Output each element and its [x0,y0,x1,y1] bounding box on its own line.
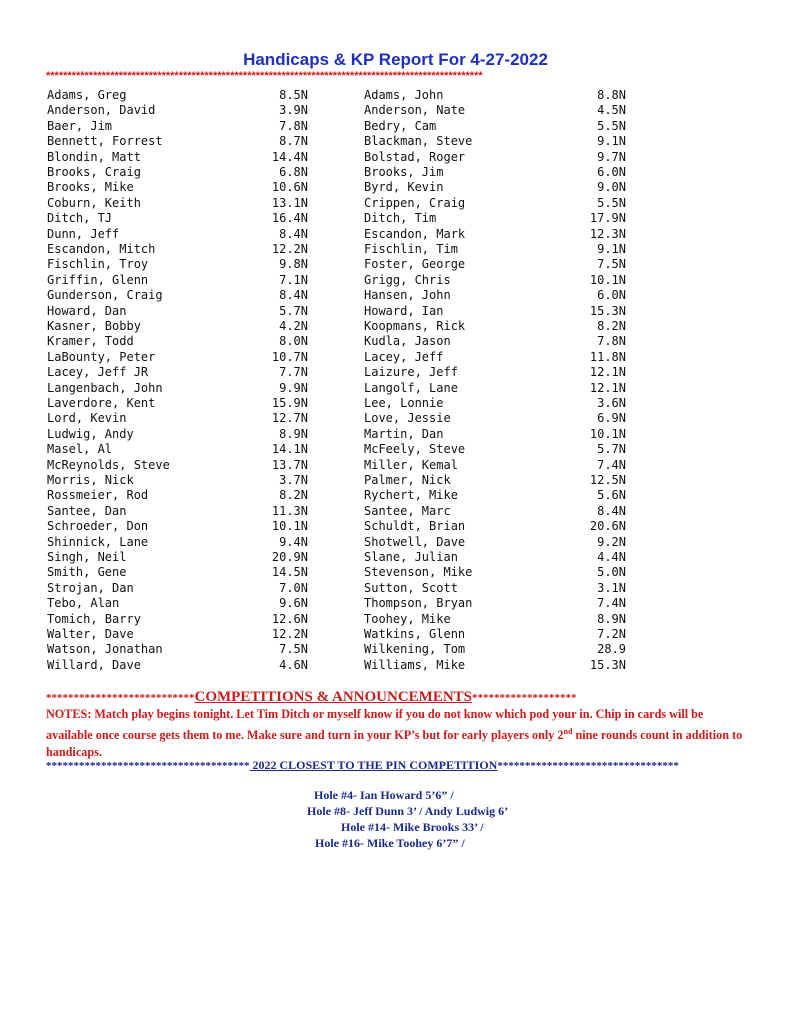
player-name: Ditch, Tim [364,211,437,226]
player-handicap: 8.0N [279,334,308,349]
player-handicap: 8.8N [597,88,626,102]
player-name: Lacey, Jeff JR [47,365,149,380]
player-handicap: 16.4N [271,211,308,226]
player-name: Laizure, Jeff [364,365,458,380]
player-name: Griffin, Glenn [47,272,149,287]
roster-row [0,658,791,673]
player-handicap: 9.2N [597,534,626,549]
player-name: Crippen, Craig [364,195,466,210]
player-name: Santee, Dan [47,503,127,518]
roster-row [0,473,791,488]
player-handicap: 7.5N [597,257,626,272]
player-name: Grigg, Chris [364,272,451,287]
player-name: Hansen, John [364,288,451,303]
player-name: Kramer, Todd [47,334,134,349]
player-name: Langolf, Lane [364,380,458,395]
player-name: Santee, Marc [364,503,451,518]
player-handicap: 11.3N [271,503,308,518]
player-handicap: 6.8N [279,165,308,179]
player-name: Dunn, Jeff [47,226,120,241]
notes-text-end: nine rounds count in addition to handicaps. [46,728,743,760]
player-name: Sutton, Scott [364,580,458,595]
roster-row [0,427,791,442]
player-handicap: 7.2N [597,627,626,641]
kp-hole-14: Hole #14- Mike Brooks 33’ / [341,820,484,834]
notes-superscript: nd [563,727,573,736]
player-name: Strojan, Dan [47,580,134,595]
roster-row [0,581,791,596]
player-handicap: 10.7N [271,349,308,364]
roster-row [0,211,791,226]
competitions-title: COMPETITIONS & ANNOUNCEMENTS [194,689,473,705]
player-name: Fischlin, Troy [47,257,149,272]
player-handicap: 8.4N [597,503,626,518]
player-name: Lacey, Jeff [364,349,444,364]
player-handicap: 8.2N [279,488,308,503]
player-handicap: 9.7N [597,149,626,164]
player-name: Brooks, Jim [364,165,444,179]
player-name: Escandon, Mark [364,226,466,241]
player-name: Escandon, Mitch [47,242,156,256]
player-handicap: 14.4N [271,149,308,164]
roster-row [0,165,791,180]
player-name: Shinnick, Lane [47,534,149,549]
player-handicap: 9.1N [597,242,626,256]
roster-row [0,257,791,272]
notes-paragraph [46,706,746,761]
player-name: Masel, Al [47,442,113,457]
player-handicap: 3.9N [279,103,308,118]
player-name: Williams, Mike [364,657,466,672]
player-name: McFeely, Steve [364,442,466,457]
player-handicap: 7.1N [279,272,308,287]
player-handicap: 12.1N [589,365,626,380]
player-handicap: 14.5N [271,565,308,580]
player-name: Love, Jessie [364,411,451,426]
roster-row [0,242,791,257]
player-name: Kasner, Bobby [47,319,141,333]
player-handicap: 4.6N [279,657,308,672]
player-handicap: 10.1N [589,426,626,441]
player-name: Martin, Dan [364,426,444,441]
player-name: Kudla, Jason [364,334,451,349]
player-name: Brooks, Mike [47,180,134,195]
kp-hole-4: Hole #4- Ian Howard 5’6” / [314,788,454,802]
player-name: Ludwig, Andy [47,426,134,441]
player-handicap: 13.7N [271,457,308,472]
player-handicap: 9.0N [597,180,626,195]
player-name: Blondin, Matt [47,149,141,164]
roster-row [0,304,791,319]
player-handicap: 15.9N [271,396,308,410]
player-name: Byrd, Kevin [364,180,444,195]
player-name: Lee, Lonnie [364,396,444,410]
player-name: Morris, Nick [47,473,134,487]
player-handicap: 8.7N [279,134,308,149]
player-handicap: 8.5N [279,88,308,102]
player-handicap: 17.9N [589,211,626,226]
roster-row [0,180,791,195]
roster-row [0,565,791,580]
player-handicap: 12.3N [589,226,626,241]
player-handicap: 8.9N [597,611,626,626]
player-name: Stevenson, Mike [364,565,473,580]
roster-row [0,396,791,411]
roster-row [0,519,791,534]
player-name: Tomich, Barry [47,611,141,626]
player-handicap: 6.0N [597,165,626,179]
competitions-stars-right: ******************* [472,692,577,704]
competitions-stars-left: *************************** [46,692,195,704]
player-name: Tebo, Alan [47,596,120,611]
player-name: Miller, Kemal [364,457,458,472]
player-name: Howard, Ian [364,303,444,318]
player-handicap: 7.4N [597,457,626,472]
player-name: Foster, George [364,257,466,272]
player-handicap: 12.2N [271,242,308,256]
roster-row [0,365,791,380]
kp-hole-8: Hole #8- Jeff Dunn 3’ / Andy Ludwig 6’ [307,804,509,818]
roster-row [0,103,791,118]
player-handicap: 5.6N [597,488,626,503]
player-handicap: 28.9 [597,642,626,657]
player-handicap: 7.5N [279,642,308,657]
roster-row [0,535,791,550]
player-handicap: 9.6N [279,596,308,611]
player-name: Bolstad, Roger [364,149,466,164]
player-name: Howard, Dan [47,303,127,318]
player-name: LaBounty, Peter [47,349,156,364]
player-name: Willard, Dave [47,657,141,672]
roster-row [0,504,791,519]
report-title: Handicaps & KP Report For 4-27-2022 [243,50,548,69]
player-name: Walter, Dave [47,627,134,641]
player-name: Lord, Kevin [47,411,127,426]
player-handicap: 6.9N [597,411,626,426]
player-handicap: 9.4N [279,534,308,549]
player-name: Fischlin, Tim [364,242,458,256]
star-divider-top: ****************************************************************************************************** [46,70,483,82]
player-handicap: 15.3N [589,303,626,318]
player-handicap: 10.1N [271,519,308,534]
roster-row [0,150,791,165]
player-handicap: 5.7N [597,442,626,457]
player-name: Watkins, Glenn [364,627,466,641]
player-handicap: 7.8N [279,118,308,133]
kp-hole-16: Hole #16- Mike Toohey 6’7” / [315,836,465,850]
player-name: Wilkening, Tom [364,642,466,657]
player-name: Blackman, Steve [364,134,473,149]
player-handicap: 10.1N [589,272,626,287]
roster-row [0,119,791,134]
roster-row [0,596,791,611]
player-name: Bennett, Forrest [47,134,163,149]
player-handicap: 14.1N [271,442,308,457]
roster-row [0,488,791,503]
player-handicap: 11.8N [589,349,626,364]
roster-row [0,642,791,657]
player-name: Thompson, Bryan [364,596,473,611]
player-handicap: 9.9N [279,380,308,395]
player-handicap: 12.6N [271,611,308,626]
player-handicap: 12.2N [271,627,308,641]
notes-text: NOTES: Match play begins tonight. Let Tim Ditch or myself know if you do not know which pod your in. Chip in cards will be available once course gets them to me. Make sure and turn in your KP’s but for early players only 2 [46,707,704,743]
competitions-heading [46,688,746,706]
roster-row [0,319,791,334]
player-handicap: 7.0N [279,580,308,595]
kp-stars-right: ********************************* [497,760,679,772]
player-name: Coburn, Keith [47,195,141,210]
player-name: Toohey, Mike [364,611,451,626]
player-name: Anderson, David [47,103,156,118]
roster-row [0,627,791,642]
player-handicap: 3.6N [597,396,626,410]
roster-row [0,288,791,303]
player-handicap: 8.4N [279,288,308,303]
player-handicap: 8.9N [279,426,308,441]
player-name: Bedry, Cam [364,118,437,133]
player-handicap: 4.2N [279,319,308,333]
player-handicap: 12.5N [589,473,626,487]
player-handicap: 20.6N [589,519,626,534]
roster-row [0,273,791,288]
roster-row [0,411,791,426]
player-name: McReynolds, Steve [47,457,170,472]
player-name: Rossmeier, Rod [47,488,149,503]
player-name: Slane, Julian [364,550,458,564]
player-name: Singh, Neil [47,550,127,564]
player-name: Laverdore, Kent [47,396,156,410]
player-handicap: 9.1N [597,134,626,149]
kp-stars-left: ************************************* [46,760,250,772]
player-handicap: 7.8N [597,334,626,349]
player-handicap: 13.1N [271,195,308,210]
player-handicap: 4.5N [597,103,626,118]
kp-title: 2022 CLOSEST TO THE PIN COMPETITION [249,758,498,772]
player-handicap: 5.5N [597,118,626,133]
roster-row [0,550,791,565]
player-name: Anderson, Nate [364,103,466,118]
player-handicap: 10.6N [271,180,308,195]
roster-row [0,442,791,457]
player-handicap: 3.1N [597,580,626,595]
player-name: Shotwell, Dave [364,534,466,549]
roster-row [0,88,791,103]
player-handicap: 8.2N [597,319,626,333]
player-handicap: 6.0N [597,288,626,303]
kp-heading [46,757,776,773]
player-handicap: 4.4N [597,550,626,564]
player-name: Langenbach, John [47,380,163,395]
player-name: Rychert, Mike [364,488,458,503]
player-name: Baer, Jim [47,118,113,133]
player-name: Watson, Jonathan [47,642,163,657]
player-handicap: 7.7N [279,365,308,380]
player-handicap: 5.7N [279,303,308,318]
player-handicap: 7.4N [597,596,626,611]
player-handicap: 8.4N [279,226,308,241]
player-handicap: 3.7N [279,473,308,487]
player-name: Adams, John [364,88,444,102]
player-handicap: 9.8N [279,257,308,272]
player-name: Schuldt, Brian [364,519,466,534]
player-name: Brooks, Craig [47,165,141,179]
player-name: Adams, Greg [47,88,127,102]
player-name: Palmer, Nick [364,473,451,487]
player-handicap: 20.9N [271,550,308,564]
roster-row [0,350,791,365]
player-handicap: 5.5N [597,195,626,210]
roster-row [0,612,791,627]
roster-row [0,381,791,396]
roster-row [0,334,791,349]
player-handicap: 12.7N [271,411,308,426]
roster-row [0,458,791,473]
roster-row [0,196,791,211]
player-name: Ditch, TJ [47,211,113,226]
player-handicap: 12.1N [589,380,626,395]
player-name: Gunderson, Craig [47,288,163,303]
player-handicap: 15.3N [589,657,626,672]
player-name: Koopmans, Rick [364,319,466,333]
player-handicap: 5.0N [597,565,626,580]
player-name: Schroeder, Don [47,519,149,534]
roster-row [0,134,791,149]
roster-row [0,227,791,242]
player-name: Smith, Gene [47,565,127,580]
